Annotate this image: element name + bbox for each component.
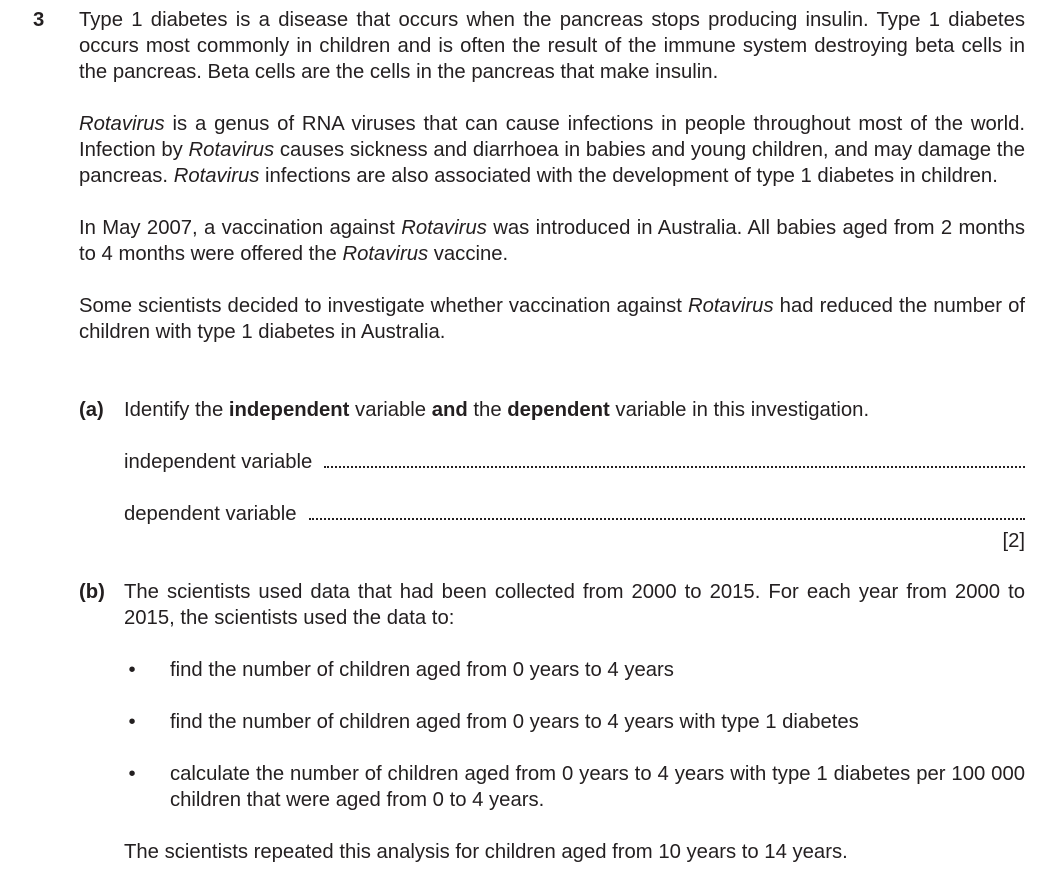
intro-paragraph-4: Some scientists decided to investigate whether vaccination against Rotavirus had reduced the number of children with type 1 diabetes in Australia. [79,295,1025,343]
intro-paragraph-1: Type 1 diabetes is a disease that occurs when the pancreas stops producing insulin. Type 1 diabetes occurs most commonly in children and is often the result of the immune system destroying beta cells in the pancreas. Beta cells are the cells in the pancreas that make insulin. [79,9,1025,83]
bullet-symbol: • [128,711,136,733]
question-intro [79,7,1025,345]
independent-variable-dotted-line[interactable] [324,450,1025,468]
part-a-label: (a) [79,399,104,421]
part-b-closing: The scientists repeated this analysis for children aged from 10 years to 14 years. [124,841,848,863]
independent-variable-label: independent variable [124,451,313,473]
dependent-variable-answer[interactable] [124,501,1025,527]
bullet-item [124,709,1025,735]
intro-paragraph-2: Rotavirus is a genus of RNA viruses that can cause infections in people throughout most of the world. Infection by Rotavirus causes sickness and diarrhoea in babies and young children, and may damage the pancreas. Rotavirus infections are also associated with the development of type 1 diabetes in children. [79,113,1025,187]
part-b-label: (b) [79,581,105,603]
bullet-text: calculate the number of children aged from 0 years to 4 years with type 1 diabetes per 100 000 children that were aged from 0 to 4 years. [170,763,1025,811]
question-number: 3 [33,9,45,31]
bullet-text: find the number of children aged from 0 years to 4 years with type 1 diabetes [170,711,859,733]
intro-paragraph-3: In May 2007, a vaccination against Rotavirus was introduced in Australia. All babies aged from 2 months to 4 months were offered the Rotavirus vaccine. [79,217,1025,265]
bullet-item [124,657,1025,683]
part-a-question: Identify the independent variable and the dependent variable in this investigation. [124,399,870,421]
bullet-symbol: • [128,763,136,785]
bullet-text: find the number of children aged from 0 years to 4 years [170,659,674,681]
bullet-item [124,761,1025,813]
dependent-variable-dotted-line[interactable] [309,502,1025,520]
dependent-variable-label: dependent variable [124,503,297,525]
part-a-marks: [2] [1002,530,1025,552]
bullet-symbol: • [128,659,136,681]
independent-variable-answer[interactable] [124,449,1025,475]
part-b-question: The scientists used data that had been collected from 2000 to 2015. For each year from 2000 to 2015, the scientists used the data to: [124,581,1025,629]
